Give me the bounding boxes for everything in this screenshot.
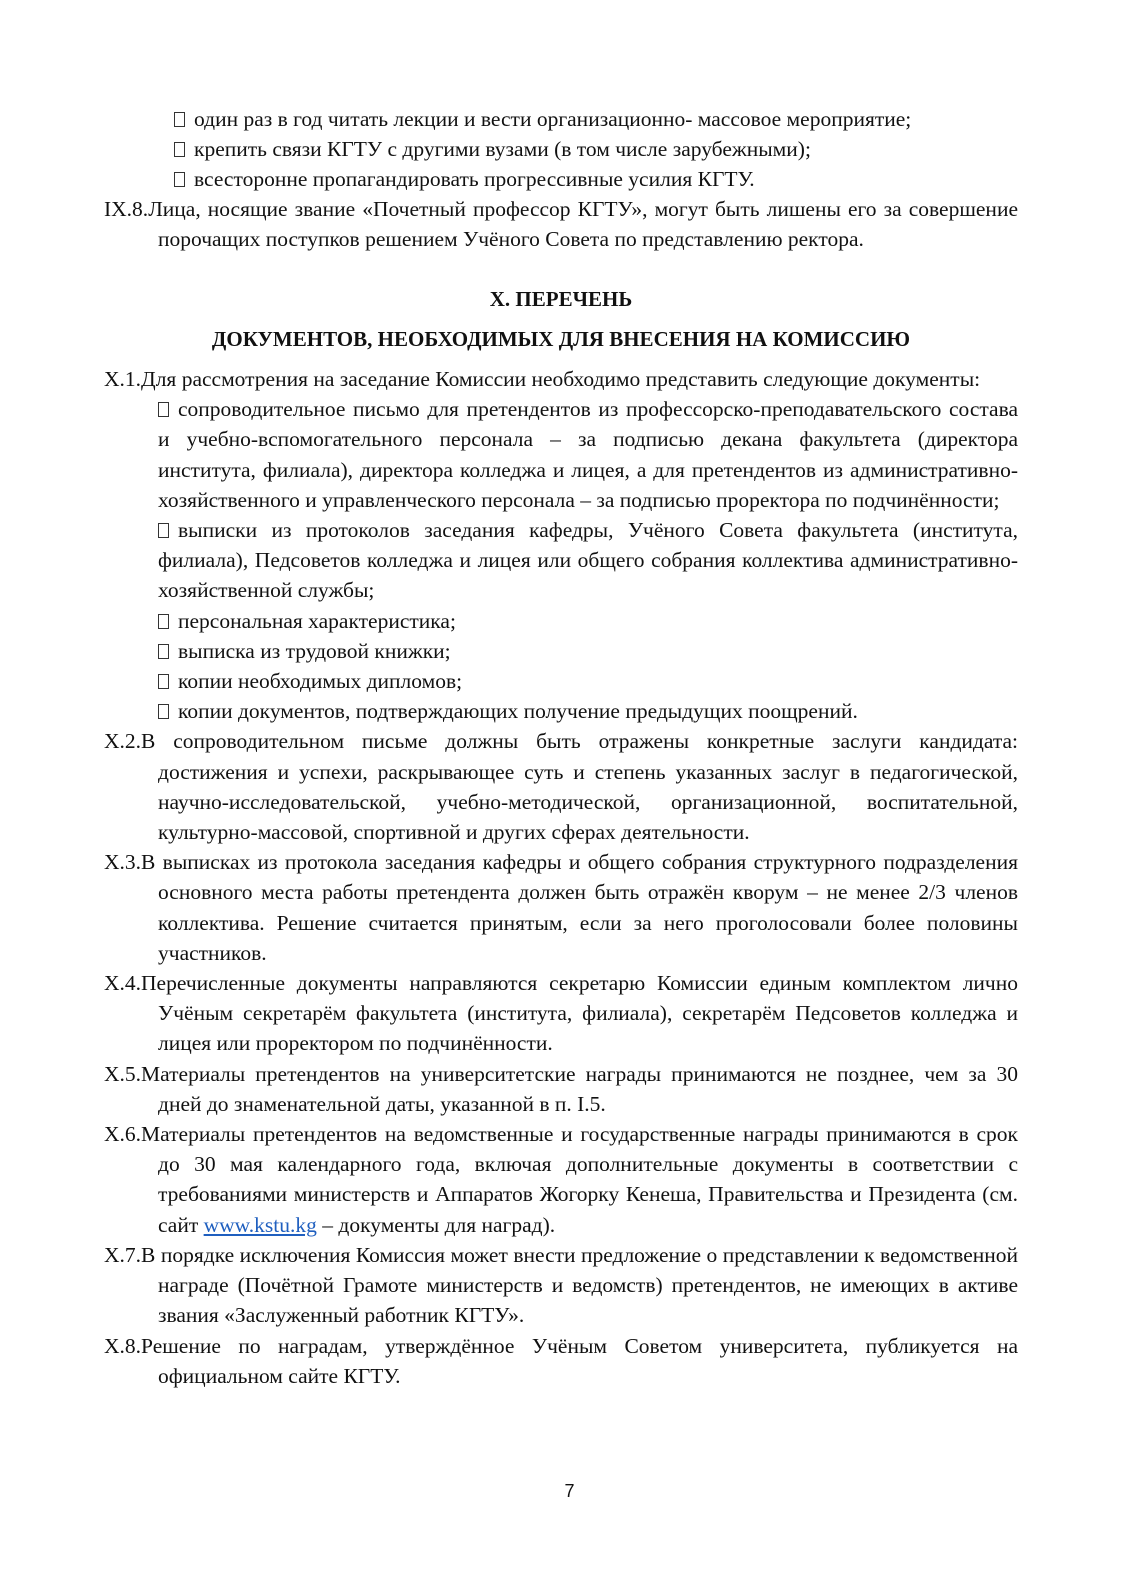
clause-text: Материалы претендентов на университетские награды принимаются не позднее, чем за 30 дней до знаменательной даты, указанной в п. I.5. [141,1061,1018,1116]
clause-number: X.5. [104,1061,142,1086]
clause-number: X.7. [104,1242,142,1267]
list-item [174,134,1018,164]
list-item [104,606,1018,636]
clause-paragraph [104,194,1018,254]
clause-number: IX.8. [104,197,149,221]
clause-text-after-link: – документы для наград). [316,1212,556,1237]
clause-x8 [104,1331,1018,1391]
list-item [104,394,1018,515]
clause-ix8 [104,194,1018,254]
clause-x3 [104,847,1018,968]
clause-number: X.3. [104,850,142,875]
checkbox-bullet-icon [174,142,185,157]
clause-text: Перечисленные документы направляются секретарю Комиссии единым комплектом лично Учёным секретарём факультета (института, филиала), секретарём Педсоветов колледжа и лицея или проректором по подчинённости. [141,971,1018,1056]
checkbox-bullet-icon [158,523,169,538]
clause-x5 [104,1059,1018,1119]
list-item [174,104,1018,134]
clause-number: X.6. [104,1122,142,1147]
bullet-text: всесторонне пропагандировать прогрессивные усилия КГТУ. [194,167,755,192]
clause-x4 [104,968,1018,1059]
bullet-text: копии документов, подтверждающих получение предыдущих поощрений. [178,699,858,724]
page-number: 7 [564,1481,575,1501]
list-item [104,666,1018,696]
clause-text: Решение по наградам, утверждённое Учёным Советом университета, публикуется на официальном сайте КГТУ. [141,1333,1018,1388]
website-link[interactable]: www.kstu.kg [203,1212,317,1237]
bullet-text: выписка из трудовой книжки; [178,638,451,663]
clause-number: X.4. [104,971,142,996]
clause-number: X.2. [104,729,142,754]
checkbox-bullet-icon [158,704,169,719]
top-bullet-list [174,104,1018,195]
clause-text: В выписках из протокола заседания кафедры и общего собрания структурного подразделения основного места работы претендента должен быть отражён кворум – не менее 2/3 членов коллектива. Решение считается принятым, если за него проголосовали более половины участников. [141,850,1018,965]
clause-text: Для рассмотрения на заседание Комиссии необходимо представить следующие документы: [141,367,981,391]
checkbox-bullet-icon [158,644,169,659]
clause-text: В порядке исключения Комиссия может внести предложение о представлении к ведомственной награде (Почётной Грамоте министерств и ведомств) претендентов, не имеющих в активе звания «Заслуженный работник КГТУ». [141,1242,1018,1328]
section-heading-line2: ДОКУМЕНТОВ, НЕОБХОДИМЫХ ДЛЯ ВНЕСЕНИЯ НА КОМИССИЮ [211,327,911,351]
checkbox-bullet-icon [158,674,169,689]
clause-number: X.8. [104,1333,142,1358]
bullet-text: выписки из протоколов заседания кафедры, Учёного Совета факультета (института, филиала), Педсоветов колледжа и лицея или общего собрания коллектива административно-хозяйственной службы; [158,518,1018,603]
section-heading-line1: X. ПЕРЕЧЕНЬ [489,287,633,311]
bullet-text: копии необходимых дипломов; [178,669,463,694]
clause-text: Материалы претендентов на ведомственные и государственные награды принимаются в срок до 30 мая календарного года, включая дополнительные документы в соответствии с требованиями министерств и Аппаратов Жогорку Кенеша, Правительства и Президента (см. сайт [141,1122,1018,1237]
checkbox-bullet-icon [158,614,169,629]
clause-x2 [104,726,1018,847]
section-x-clauses [104,364,1018,1391]
checkbox-bullet-icon [174,172,185,187]
clause-text: Лица, носящие звание «Почетный профессор КГТУ», могут быть лишены его за совершение порочащих поступков решением Учёного Совета по представлению ректора. [148,197,1018,252]
list-item [104,515,1018,606]
clause-x7 [104,1240,1018,1331]
clause-x1 [104,364,1018,394]
bullet-text: один раз в год читать лекции и вести организационно- массовое мероприятие; [194,107,912,131]
checkbox-bullet-icon [158,402,169,417]
clause-x6 [104,1119,1018,1240]
list-item [104,636,1018,666]
bullet-text: сопроводительное письмо для претендентов из профессорско-преподавательского состава и учебно-вспомогательного персонала – за подписью декана факультета (директора института, филиала), директора колледжа и лицея, а для претендентов из административно-хозяйственного и управленческого персонала – за подписью проректора по подчинённости; [158,397,1018,512]
list-item [174,164,1018,194]
clause-number: X.1. [104,367,142,391]
clause-text: В сопроводительном письме должны быть отражены конкретные заслуги кандидата: достижения и успехи, раскрывающее суть и степень указанных заслуг в педагогической, научно-исследовательской, учебно-методической, организационной, воспитательной, культурно-массовой, спортивной и других сферах деятельности. [141,729,1018,845]
checkbox-bullet-icon [174,112,185,127]
bullet-text: персональная характеристика; [178,608,456,633]
list-item [104,696,1018,726]
bullet-text: крепить связи КГТУ с другими вузами (в том числе зарубежными); [194,137,811,162]
